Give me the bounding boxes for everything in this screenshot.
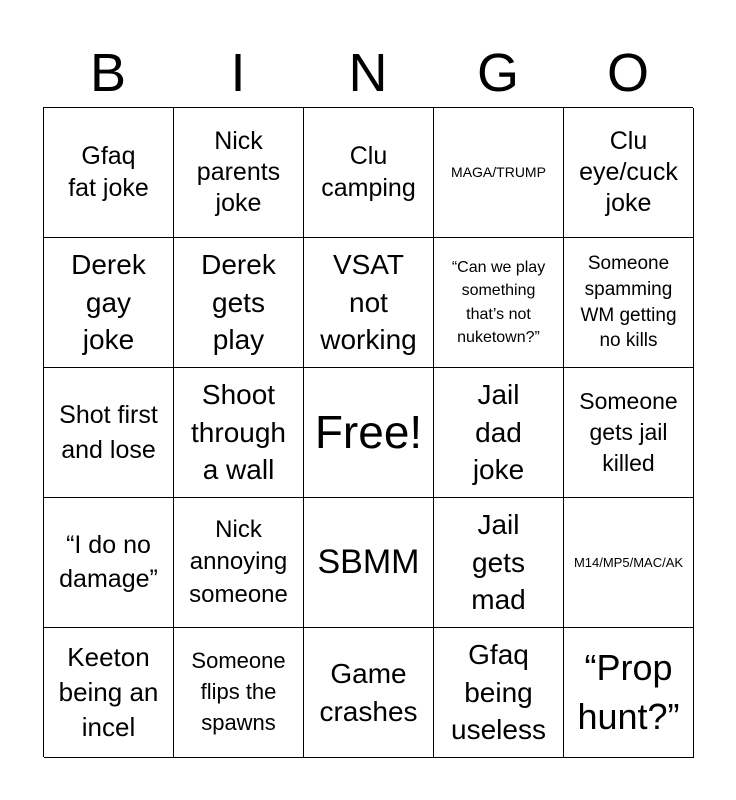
bingo-cell-r2c2[interactable]: Derek gets play (174, 238, 304, 368)
bingo-cell-r2c1[interactable]: Derek gay joke (44, 238, 174, 368)
header-letter-b: B (89, 43, 127, 103)
bingo-cell-r4c4[interactable]: Jail gets mad (434, 498, 564, 628)
bingo-cell-r3c1[interactable]: Shot first and lose (44, 368, 174, 498)
bingo-cell-r1c5[interactable]: Clu eye/cuck joke (564, 108, 694, 238)
bingo-cell-r4c1[interactable]: “I do no damage” (44, 498, 174, 628)
header-letter-n: N (348, 43, 388, 103)
bingo-board (43, 107, 693, 757)
bingo-cell-r1c3[interactable]: Clu camping (304, 108, 434, 238)
bingo-cell-r1c2[interactable]: Nick parents joke (174, 108, 304, 238)
bingo-cell-r4c2[interactable]: Nick annoying someone (174, 498, 304, 628)
bingo-cell-r4c3[interactable]: SBMM (304, 498, 434, 628)
bingo-cell-r4c5[interactable]: M14/MP5/MAC/AK (564, 498, 694, 628)
bingo-cell-r3c4[interactable]: Jail dad joke (434, 368, 564, 498)
bingo-cell-r2c5[interactable]: Someone spamming WM getting no kills (564, 238, 694, 368)
bingo-header (43, 40, 693, 106)
bingo-cell-r3c2[interactable]: Shoot through a wall (174, 368, 304, 498)
bingo-cell-r5c4[interactable]: Gfaq being useless (434, 628, 564, 758)
bingo-cell-r2c4[interactable]: “Can we play something that’s not nuketown?” (434, 238, 564, 368)
bingo-cell-free[interactable]: Free! (304, 368, 434, 498)
bingo-cell-r3c5[interactable]: Someone gets jail killed (564, 368, 694, 498)
header-letter-i: I (230, 43, 246, 103)
bingo-cell-r5c2[interactable]: Someone flips the spawns (174, 628, 304, 758)
header-letter-o: O (606, 43, 649, 103)
bingo-cell-r5c3[interactable]: Game crashes (304, 628, 434, 758)
bingo-cell-r2c3[interactable]: VSAT not working (304, 238, 434, 368)
bingo-cell-r5c5[interactable]: “Prop hunt?” (564, 628, 694, 758)
bingo-cell-r5c1[interactable]: Keeton being an incel (44, 628, 174, 758)
bingo-cell-r1c1[interactable]: Gfaq fat joke (44, 108, 174, 238)
header-letter-g: G (476, 43, 519, 103)
bingo-cell-r1c4[interactable]: MAGA/TRUMP (434, 108, 564, 238)
